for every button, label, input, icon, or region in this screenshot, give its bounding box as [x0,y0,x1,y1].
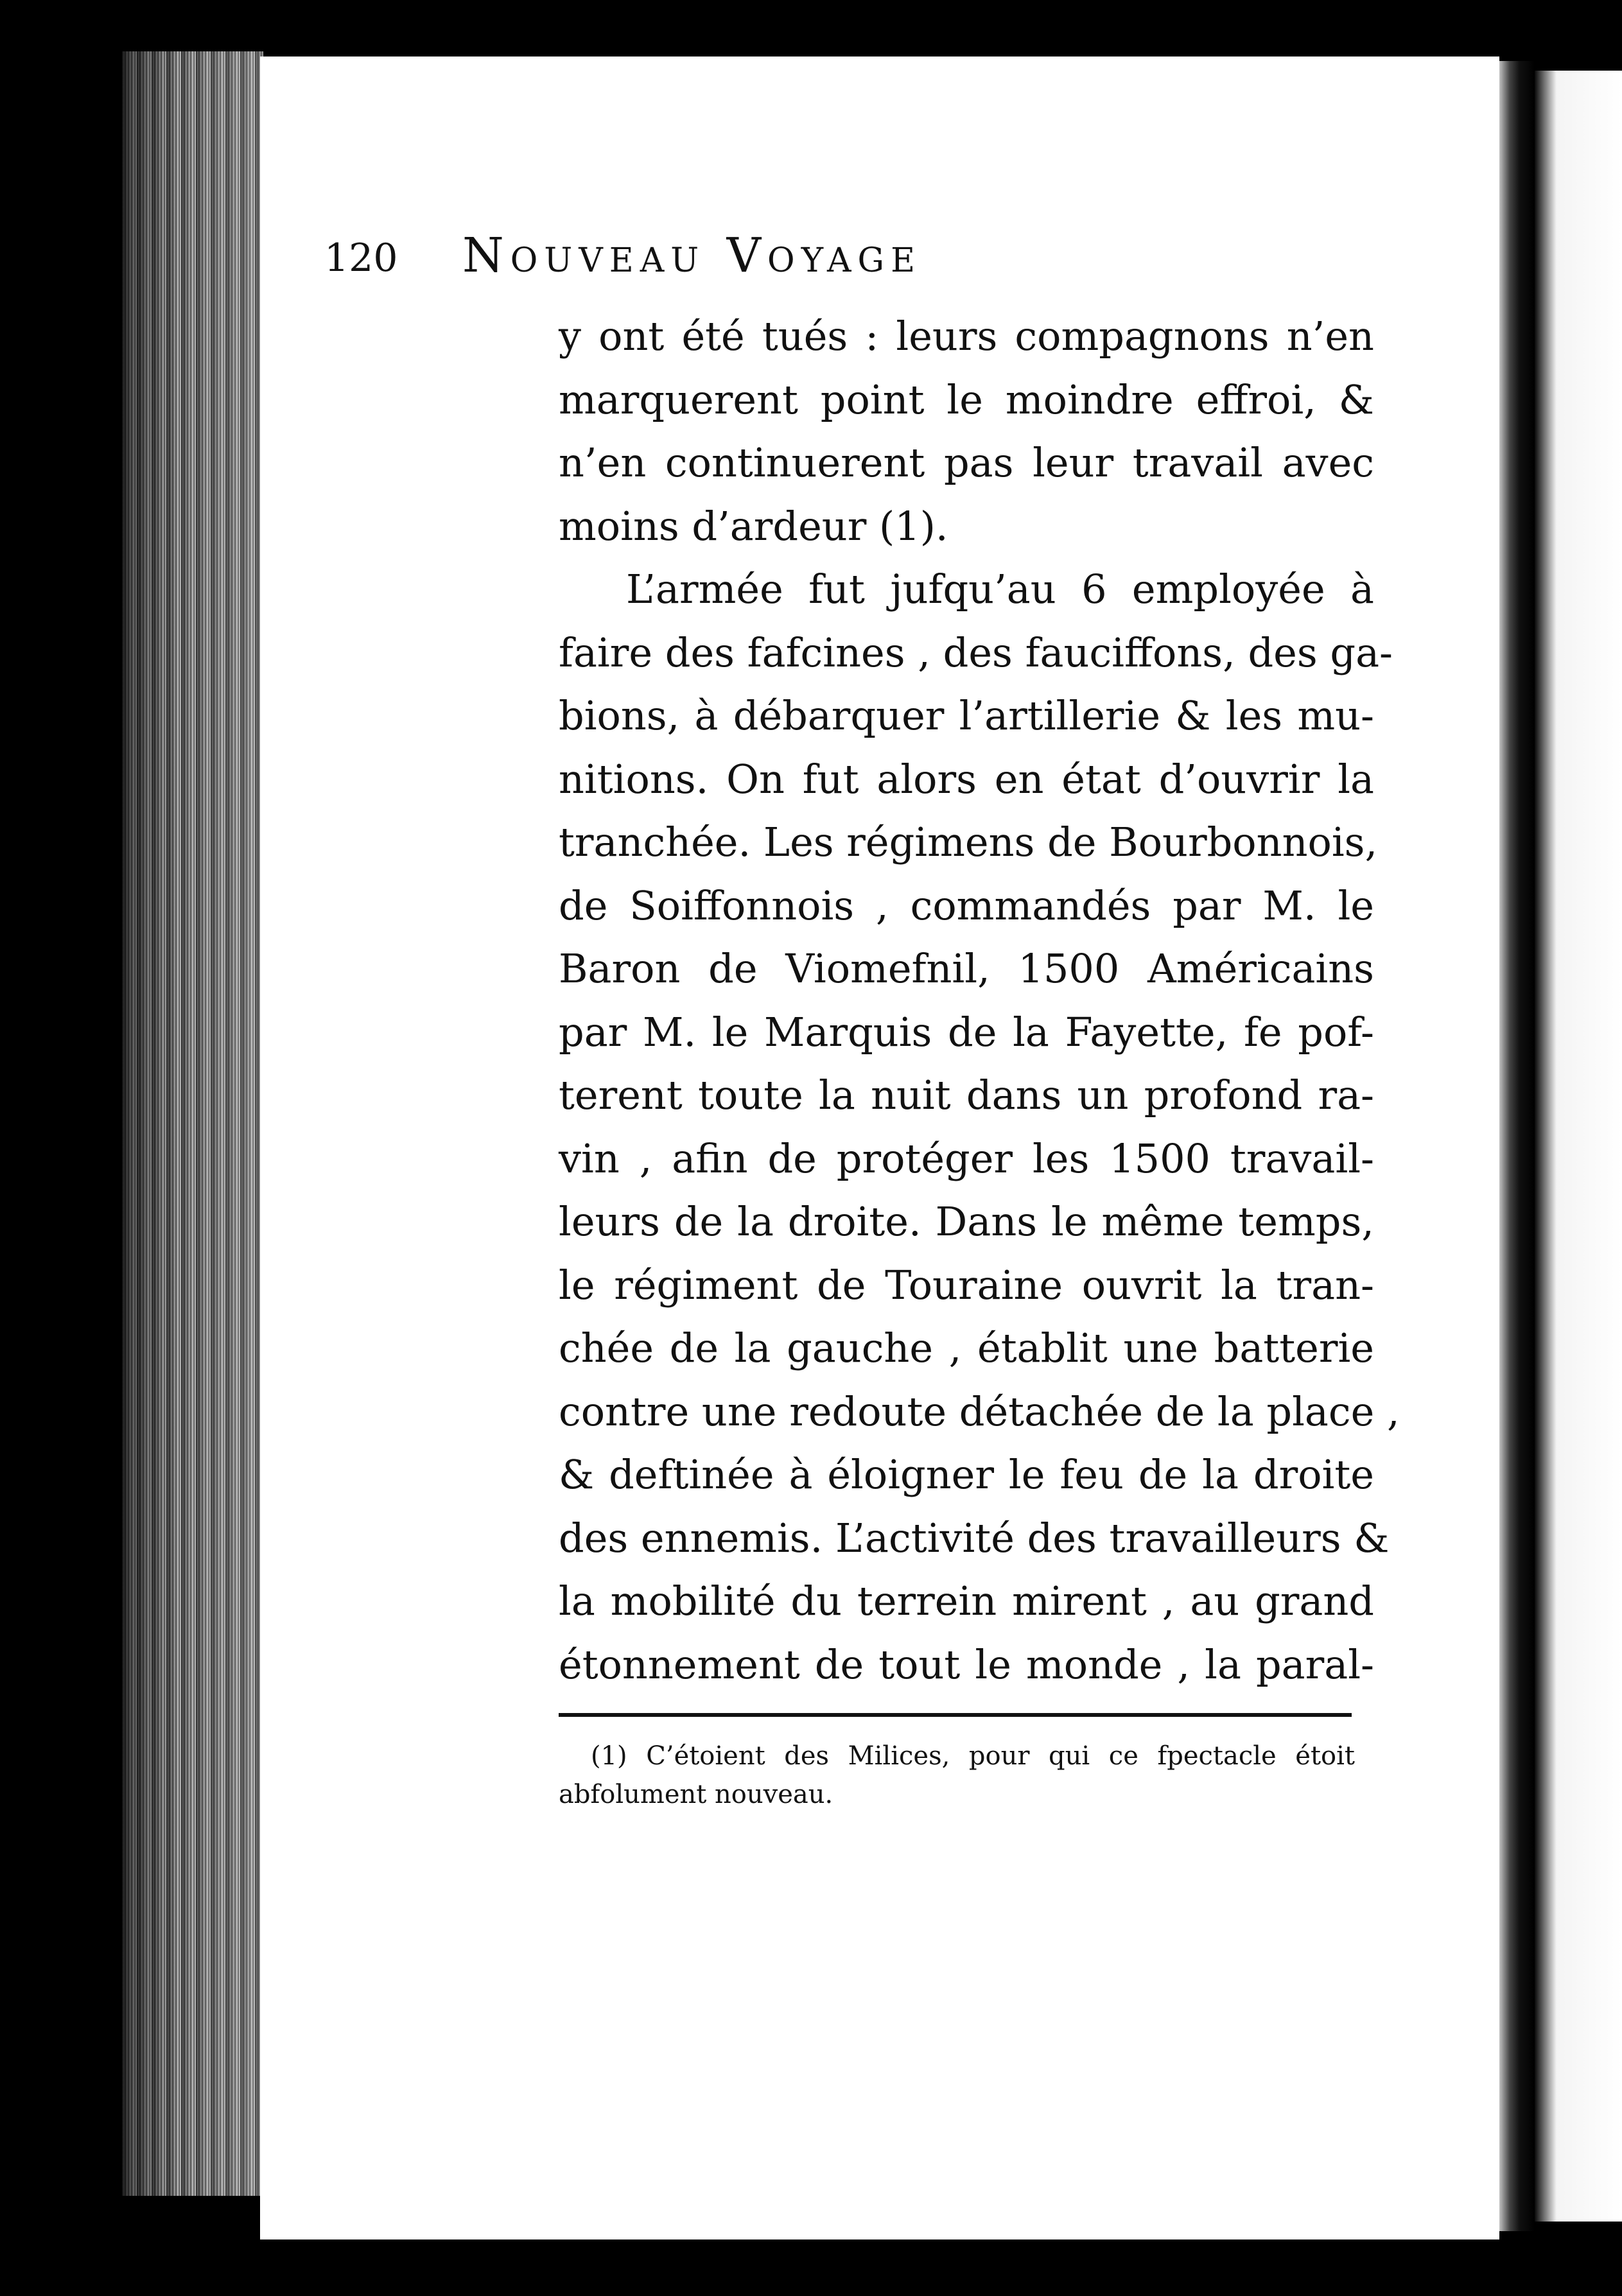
text-line: chée de la gauche , établit une batterie [559,1325,1374,1371]
text-line: faire des fafcines , des fauciffons, des ga- [559,629,1393,676]
book-page-edges [122,51,263,2196]
footnote-line: (1) C’étoient des Milices, pour qui ce fpectacle étoit [591,1741,1355,1771]
text-line: nitions. On fut alors en état d’ouvrir la [559,755,1374,803]
text-line: bions, à débarquer l’artillerie & les mu- [559,692,1374,739]
running-head [324,228,1236,292]
footnote-line: abfolument nouveau. [559,1780,833,1809]
footnote [559,1737,1355,1814]
text-line: Baron de Viomefnil, 1500 Américains [559,945,1374,992]
text-line: contre une redoute détachée de la place , [559,1387,1400,1435]
text-line: terent toute la nuit dans un profond ra- [559,1072,1374,1118]
text-line: tranchée. Les régimens de Bourbonnois, [559,819,1378,865]
text-line: des ennemis. L’activité des travailleurs & [559,1514,1390,1561]
text-line: L’armée fut jufqu’au 6 employée à [626,566,1374,613]
body-text [559,305,1400,1696]
text-line: moins d’ardeur (1). [559,502,948,550]
text-line: marquerent point le moindre effroi, & [559,376,1374,423]
page-number: 120 [324,236,398,281]
facing-page-edge [1535,71,1622,2222]
running-title: Nouveau Voyage [462,228,922,283]
text-line: leurs de la droite. Dans le même temps, [559,1198,1374,1245]
text-line: la mobilité du terrein mirent , au grand [559,1578,1374,1624]
binding-shadow [1496,61,1535,2231]
text-line: y ont été tués : leurs compagnons n’en [559,313,1374,360]
text-line: & deftinée à éloigner le feu de la droite [559,1451,1374,1498]
text-line: de Soiffonnois , commandés par M. le [559,882,1374,929]
text-line: le régiment de Touraine ouvrit la tran- [559,1261,1374,1309]
text-line: par M. le Marquis de la Fayette, fe pof- [559,1008,1374,1056]
text-line: vin , afin de protéger les 1500 travail- [559,1135,1374,1182]
text-line: n’en continuerent pas leur travail avec [559,439,1374,486]
footnote-rule [559,1713,1352,1717]
text-line: étonnement de tout le monde , la paral- [559,1640,1374,1688]
